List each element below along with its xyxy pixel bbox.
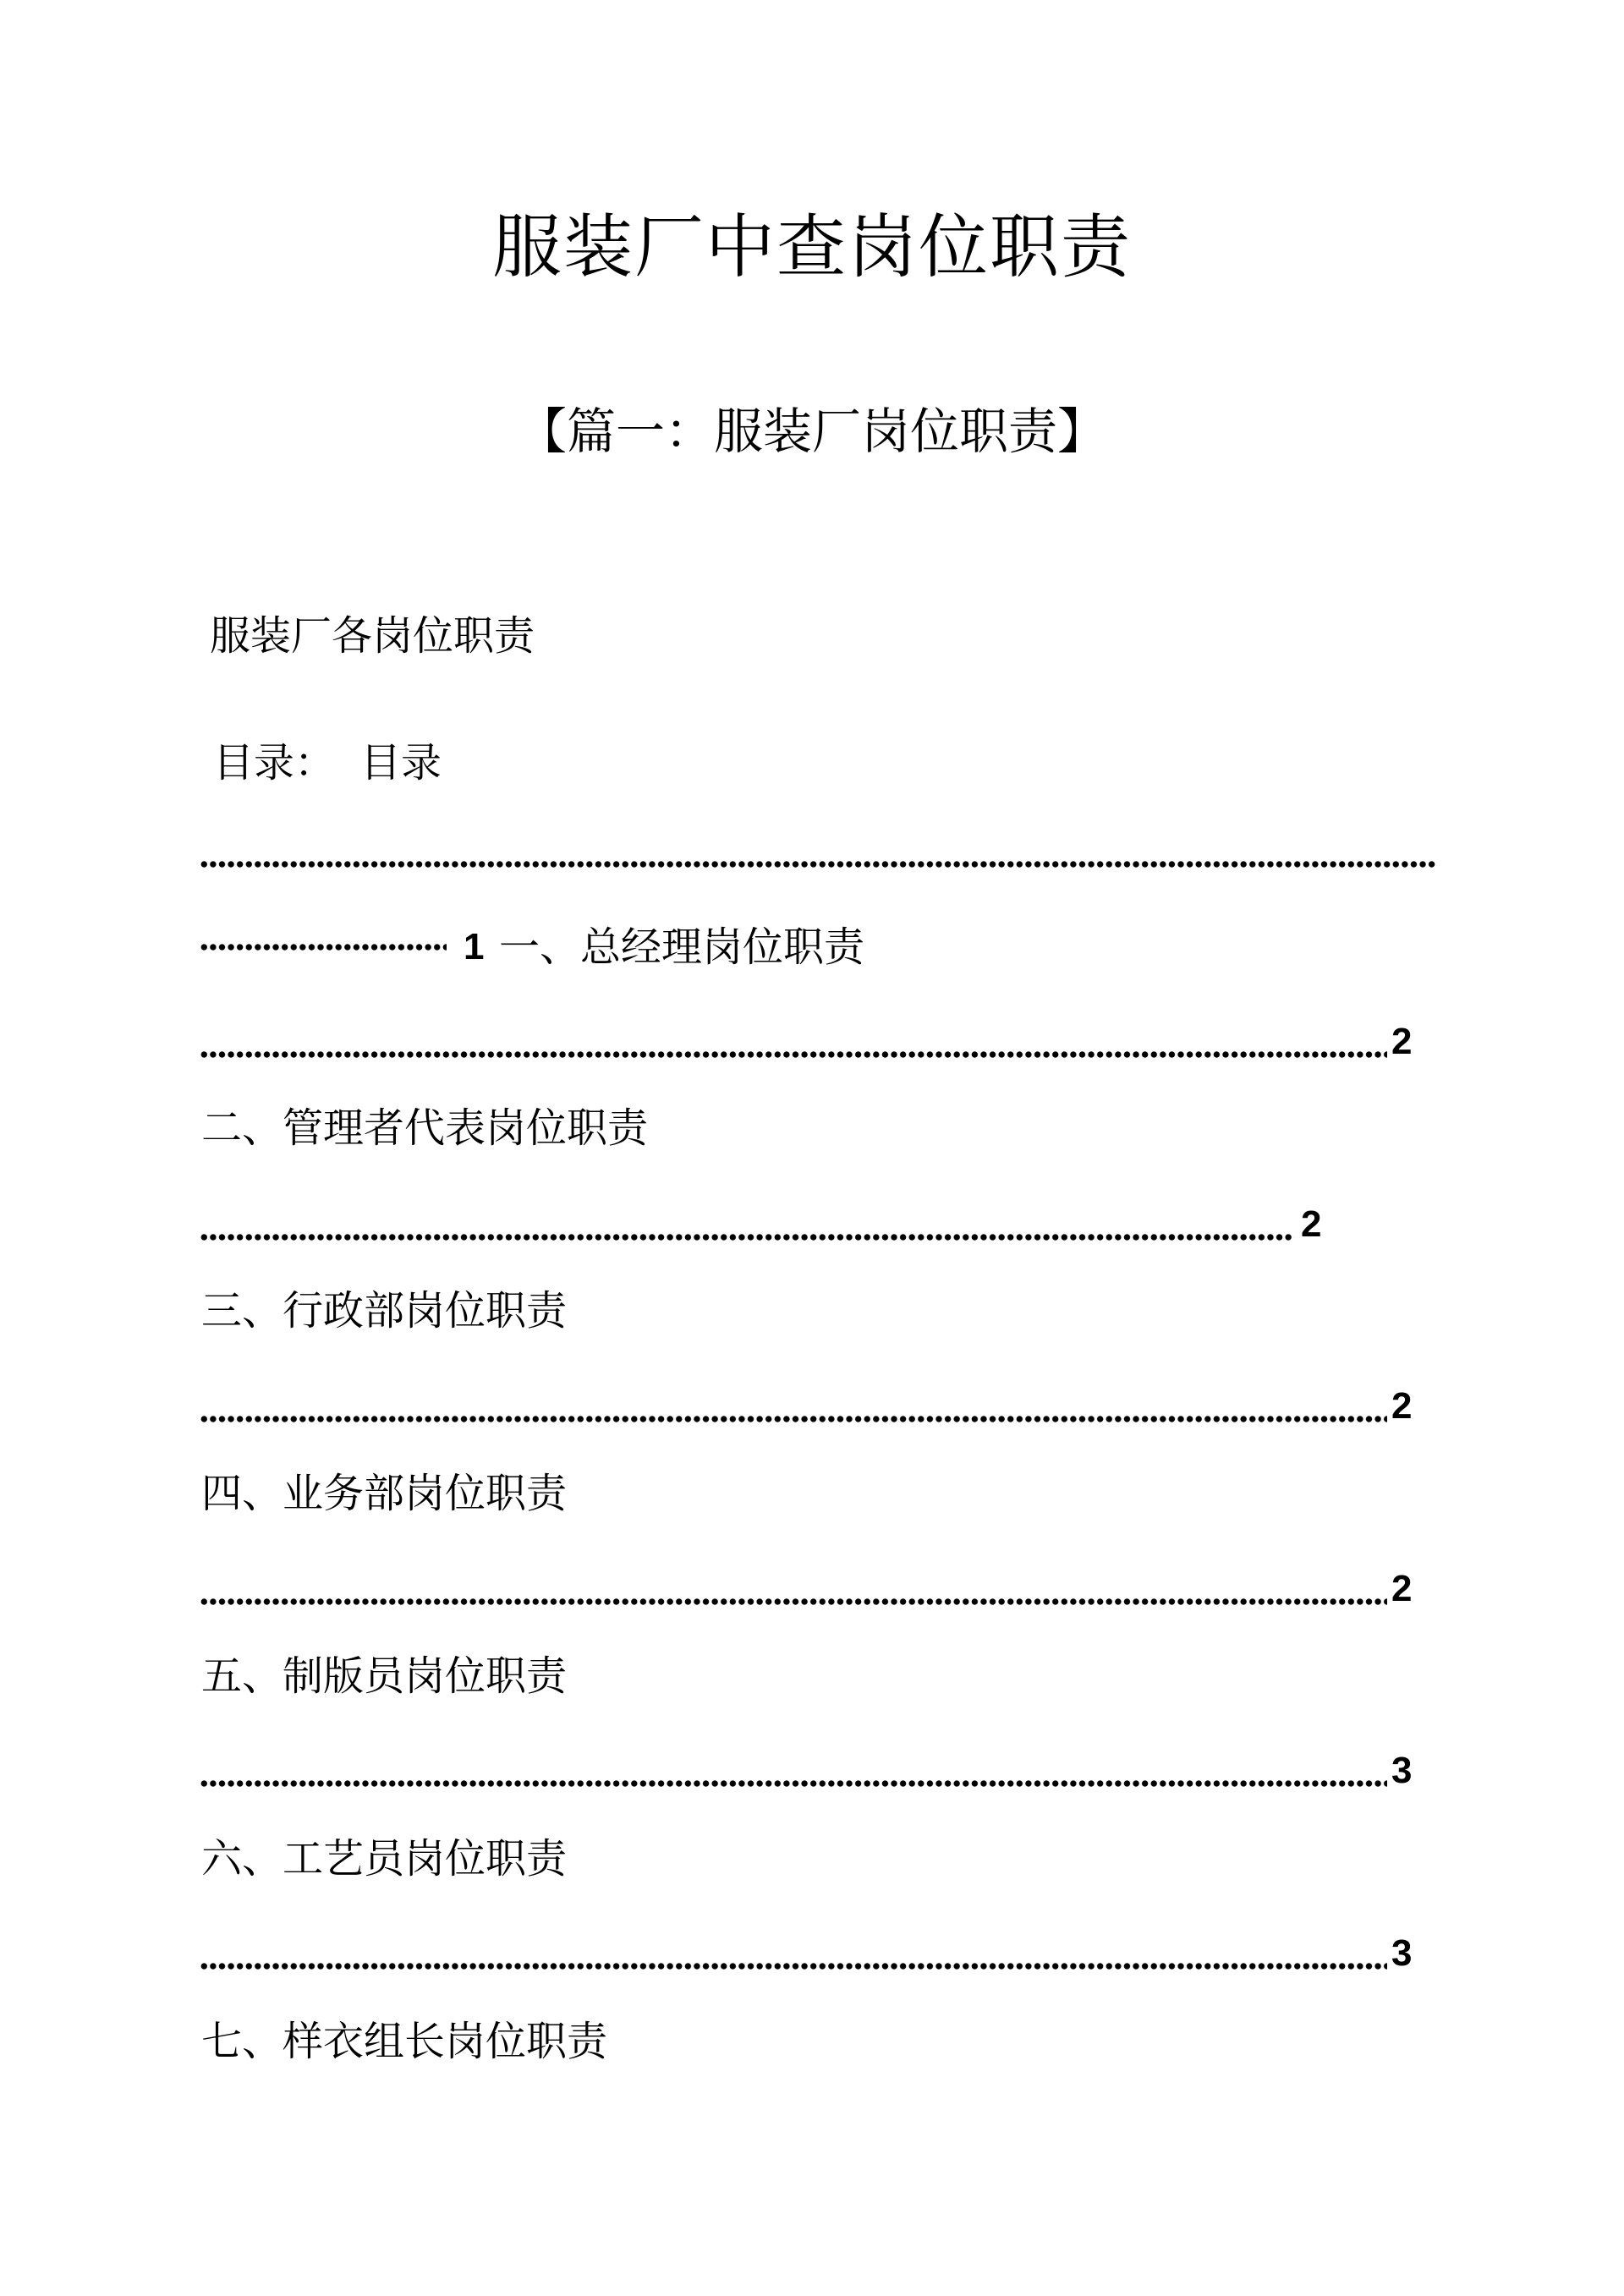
toc-page-number: 2: [1391, 1568, 1413, 1609]
toc-entry-title: 六、工艺员岗位职责: [201, 1835, 568, 1882]
document-subtitle: 【篇一：服装厂岗位职责】: [517, 403, 1106, 460]
toc-page-number: 3: [1391, 1750, 1413, 1791]
toc-entry-title: 二、管理者代表岗位职责: [201, 1104, 649, 1152]
toc-page-number: 3: [1391, 1932, 1413, 1974]
dot-leader: [200, 1046, 1387, 1063]
dot-leader: [200, 939, 447, 956]
toc-entry-title: 一、总经理岗位职责: [499, 923, 865, 971]
dot-leader: [200, 1593, 1387, 1610]
toc-page-number: 2: [1301, 1203, 1322, 1245]
dot-leader: [200, 1775, 1387, 1792]
toc-label-line: [213, 736, 442, 790]
dot-leader: [200, 1958, 1387, 1975]
dot-leader: [200, 1229, 1294, 1246]
section-heading: 服装厂各岗位职责: [210, 612, 535, 660]
toc-label-value: 目录: [360, 739, 442, 786]
dot-leader: [200, 1411, 1387, 1427]
toc-entry-title: 五、制版员岗位职责: [201, 1652, 568, 1700]
toc-page-number: 2: [1391, 1021, 1413, 1062]
toc-label: 目录：: [213, 739, 336, 786]
toc-entry-title: 七、样衣组长岗位职责: [201, 2018, 608, 2065]
toc-page-number: 2: [1391, 1385, 1413, 1427]
toc-entry-title: 三、行政部岗位职责: [201, 1287, 568, 1334]
dot-leader: [200, 856, 1436, 873]
toc-page-number: 1: [464, 926, 485, 967]
toc-entry-title: 四、业务部岗位职责: [201, 1470, 568, 1517]
document-title: 服装厂中查岗位职责: [491, 207, 1132, 288]
